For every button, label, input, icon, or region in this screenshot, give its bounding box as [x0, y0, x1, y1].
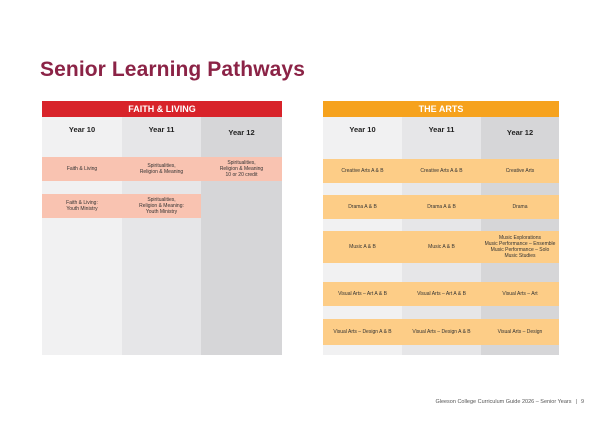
arts-cell: Drama [512, 203, 528, 210]
the-arts-panel [323, 101, 559, 355]
arts-cell: Visual Arts – Art [502, 290, 538, 297]
faith-living-panel [42, 101, 282, 355]
footer-text: Gleeson College Curriculum Guide 2026 – Senior Years [435, 399, 572, 405]
arts-row-visual-design [323, 319, 559, 345]
faith-col-head-year12: Year 12 [228, 128, 255, 137]
arts-cell: Music Explorations Music Performance – Ensemble Music Performance – Solo Music Studies [484, 234, 556, 260]
footer-separator: | [575, 399, 577, 405]
faith-cell: Spiritualities, Religion & Meaning 10 or 20 credit [219, 159, 264, 179]
arts-cell: Creative Arts A & B [420, 167, 463, 174]
arts-cell: Visual Arts – Design A & B [333, 328, 392, 335]
arts-col-head-year10: Year 10 [349, 125, 376, 134]
faith-living-header: FAITH & LIVING [42, 101, 282, 117]
page-number: 9 [580, 399, 584, 405]
faith-row-youth-ministry [42, 194, 201, 218]
arts-cell: Drama A & B [427, 203, 456, 210]
faith-cell: Faith & Living: Youth Ministry [66, 199, 98, 212]
arts-row-music [323, 231, 559, 263]
faith-col-year12 [201, 117, 282, 355]
arts-cell: Visual Arts – Art A & B [417, 290, 466, 297]
the-arts-grid [323, 117, 559, 355]
arts-row-creative-arts [323, 159, 559, 183]
arts-cell: Visual Arts – Art A & B [338, 290, 387, 297]
faith-cell: Faith & Living [66, 165, 98, 172]
the-arts-header: THE ARTS [323, 101, 559, 117]
arts-cell: Creative Arts A & B [341, 167, 384, 174]
faith-living-grid [42, 117, 282, 355]
arts-cell: Visual Arts – Design A & B [412, 328, 471, 335]
arts-row-drama [323, 195, 559, 219]
arts-cell: Creative Arts [505, 167, 535, 174]
faith-col-head-year10: Year 10 [68, 125, 96, 134]
page-title: Senior Learning Pathways [40, 58, 305, 81]
arts-cell: Music A & B [428, 243, 455, 250]
faith-cell: Spiritualities, Religion & Meaning [139, 162, 184, 175]
arts-col-head-year12: Year 12 [506, 128, 534, 137]
page-footer [435, 399, 584, 405]
arts-cell: Drama A & B [348, 203, 377, 210]
faith-col-year10 [42, 117, 122, 355]
faith-cell: Spiritualities, Religion & Meaning: Youth Ministry [139, 196, 184, 216]
faith-col-year11 [122, 117, 201, 355]
faith-row-faith-living [42, 157, 282, 181]
arts-cell: Music A & B [349, 243, 376, 250]
arts-cell: Visual Arts – Design [497, 328, 543, 335]
arts-row-visual-art [323, 282, 559, 306]
faith-col-head-year11: Year 11 [148, 125, 175, 134]
arts-col-head-year11: Year 11 [428, 125, 455, 134]
